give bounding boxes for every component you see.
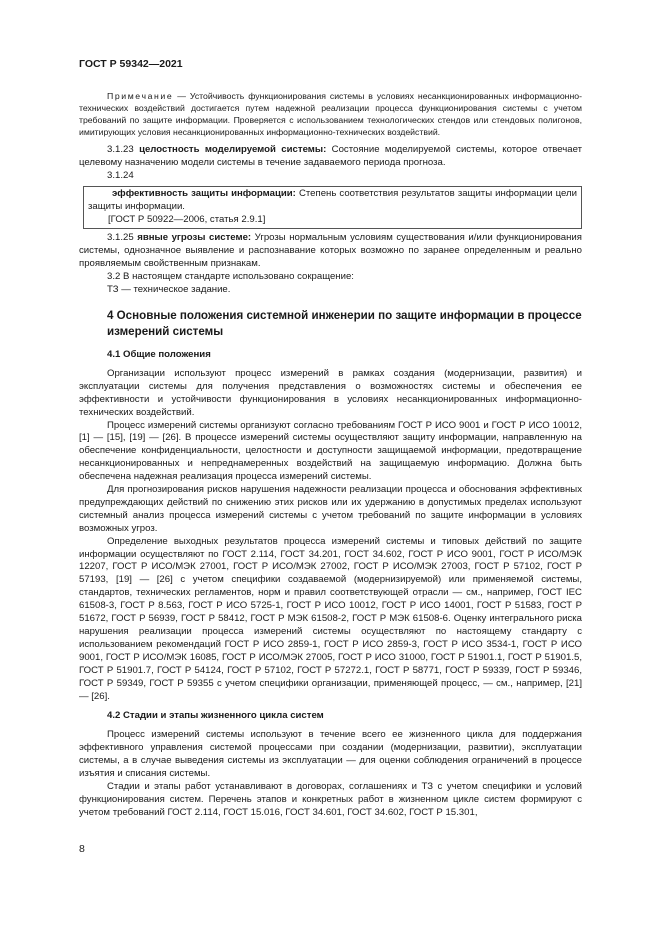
definition-text: Угрозы нормальным условиям существования и/или функционирования системы, однозначное выявление и распознавание которых возможно по заранее определенным и реально проявляемым свойственным признакам.	[79, 232, 582, 270]
paragraph: Для прогнозирования рисков нарушения надежности реализации процесса и обоснования эффективных предупреждающих действий по снижению этих рисков или их удержанию в допустимых пределах используют системный анализ процесса измерений системы с учетом требований по защите информации в условиях возможных угроз.	[79, 484, 582, 534]
definition-text: Степень соответствия результатов защиты информации цели защиты информации.	[88, 187, 578, 212]
paragraph: Процесс измерений системы организуют согласно требованиям ГОСТ Р ИСО 9001 и ГОСТ Р ИСО 10012, [1] — [15], [19] — [26]. В процессе измерений системы осуществляют защиту информации, направленную на обеспечение конфиденциальности, целостности и доступности защищаемой информации, предотвращение несанкционированных и непреднамеренных воздействий на защищаемую информацию. Должна быть обеспечена надежная реализация процесса измерений системы.	[79, 419, 582, 483]
definition-number: 3.1.23	[107, 144, 140, 155]
definition-reference: [ГОСТ Р 50922—2006, статья 2.9.1]	[108, 213, 266, 225]
note-text: — Устойчивость функционирования системы в условиях несанкционированных информационно-технических воздействий достигается путем надежной реализации процесса функционирования системы с учетом требований по защите информации. Проверяется с использованием технологических стендов или стендовых полигонов, имитирующих условия несанкционированных информационно-технических воздействий.	[79, 91, 582, 137]
section-4-1-heading: 4.1 Общие положения	[107, 348, 211, 360]
definition-term: целостность моделируемой системы:	[139, 144, 327, 155]
note-block	[79, 91, 582, 139]
definition-3-1-24-box	[83, 186, 582, 230]
definition-3-1-25	[79, 232, 582, 271]
definition-term: эффективность защиты информации:	[112, 187, 296, 199]
note-label: Примечание	[107, 91, 174, 101]
definition-3-1-23	[79, 144, 582, 170]
abbreviation-intro: 3.2 В настоящем стандарте использовано сокращение:	[107, 271, 354, 283]
paragraph: Организации используют процесс измерений в рамках создания (модернизации, развития) и эксплуатации системы для получения представления о возможностях системы и обеспечения ее эффективности и устойчивости функционирования в условиях несанкционированных информационно-технических воздействий.	[79, 367, 582, 418]
paragraph: Стадии и этапы работ устанавливают в договорах, соглашениях и ТЗ с учетом специфики и условий функционирования систем. Перечень этапов и конкретных работ в жизненном цикле систем формируют с учетом требований ГОСТ 2.114, ГОСТ 15.016, ГОСТ 34.601, ГОСТ 34.602, ГОСТ Р 15.301,	[79, 780, 582, 818]
definition-3-1-24	[88, 188, 577, 214]
paragraph: Процесс измерений системы используют в течение всего ее жизненного цикла для поддержания эффективного управления системой процессами при создании (модернизации, развитии), эксплуатации системы, а в случае выведения системы из эксплуатации — для оценки соблюдения ограничений в процессе изъятия и списания системы.	[79, 729, 582, 780]
document-header: ГОСТ Р 59342—2021	[79, 58, 183, 70]
definition-number: 3.1.25	[107, 232, 138, 244]
note-paragraph	[79, 91, 582, 139]
definition-3-1-24-number: 3.1.24	[107, 169, 134, 181]
page-number: 8	[79, 843, 85, 855]
section-4-heading: 4 Основные положения системной инженерии по защите информации в процессе измерений системы	[107, 308, 582, 338]
document-body	[79, 144, 582, 820]
section-4-2-heading: 4.2 Стадии и этапы жизненного цикла систем	[107, 710, 324, 722]
definition-term: явные угрозы системе:	[137, 232, 252, 244]
abbreviation-item: ТЗ — техническое задание.	[107, 284, 231, 296]
paragraph: Определение выходных результатов процесса измерений системы и типовых действий по защите информации осуществляют по ГОСТ 2.114, ГОСТ 34.201, ГОСТ 34.602, ГОСТ Р ИСО 9001, ГОСТ Р ИСО/МЭК 12207, ГОСТ Р ИСО/МЭК 27001, ГОСТ Р ИСО/МЭК 27002, ГОСТ Р ИСО/МЭК 27003, ГОСТ Р 57102, ГОСТ Р 57193, [19] — [26] с учетом специфики создаваемой (модернизируемой) или применяемой системы, стандартов, технических регламентов, норм и правил соответствующей отрасли — см., например, ГОСТ IEC 61508-3, ГОСТ Р 8.563, ГОСТ Р ИСО 5725-1, ГОСТ Р ИСО 10012, ГОСТ Р ИСО 14001, ГОСТ Р 51583, ГОСТ Р 51672, ГОСТ Р 56939, ГОСТ Р 58412, ГОСТ Р МЭК 61508-2, ГОСТ Р МЭК 61508-6. Оценку интегрального риска нарушения реализации процесса измерений системы осуществляют по настоящему стандарту с использованием рекомендаций ГОСТ Р ИСО 2859-1, ГОСТ Р ИСО 2859-3, ГОСТ Р ИСО 3534-1, ГОСТ Р ИСО 9001, ГОСТ Р ИСО/МЭК 16085, ГОСТ Р ИСО/МЭК 27005, ГОСТ Р ИСО 31000, ГОСТ Р 51901.1, ГОСТ Р 51901.5, ГОСТ Р 51901.7, ГОСТ Р 54124, ГОСТ Р 57102, ГОСТ Р 57272.1, ГОСТ Р 58771, ГОСТ Р 59339, ГОСТ Р 59346, ГОСТ Р 59349, ГОСТ Р 59355 с учетом специфики организации, применяющей процесс, — см., например, [21] — [26].	[79, 535, 582, 702]
definition-text: Состояние моделируемой системы, которое отвечает целевому назначению модели системы в течение задаваемого периода прогноза.	[79, 144, 582, 168]
